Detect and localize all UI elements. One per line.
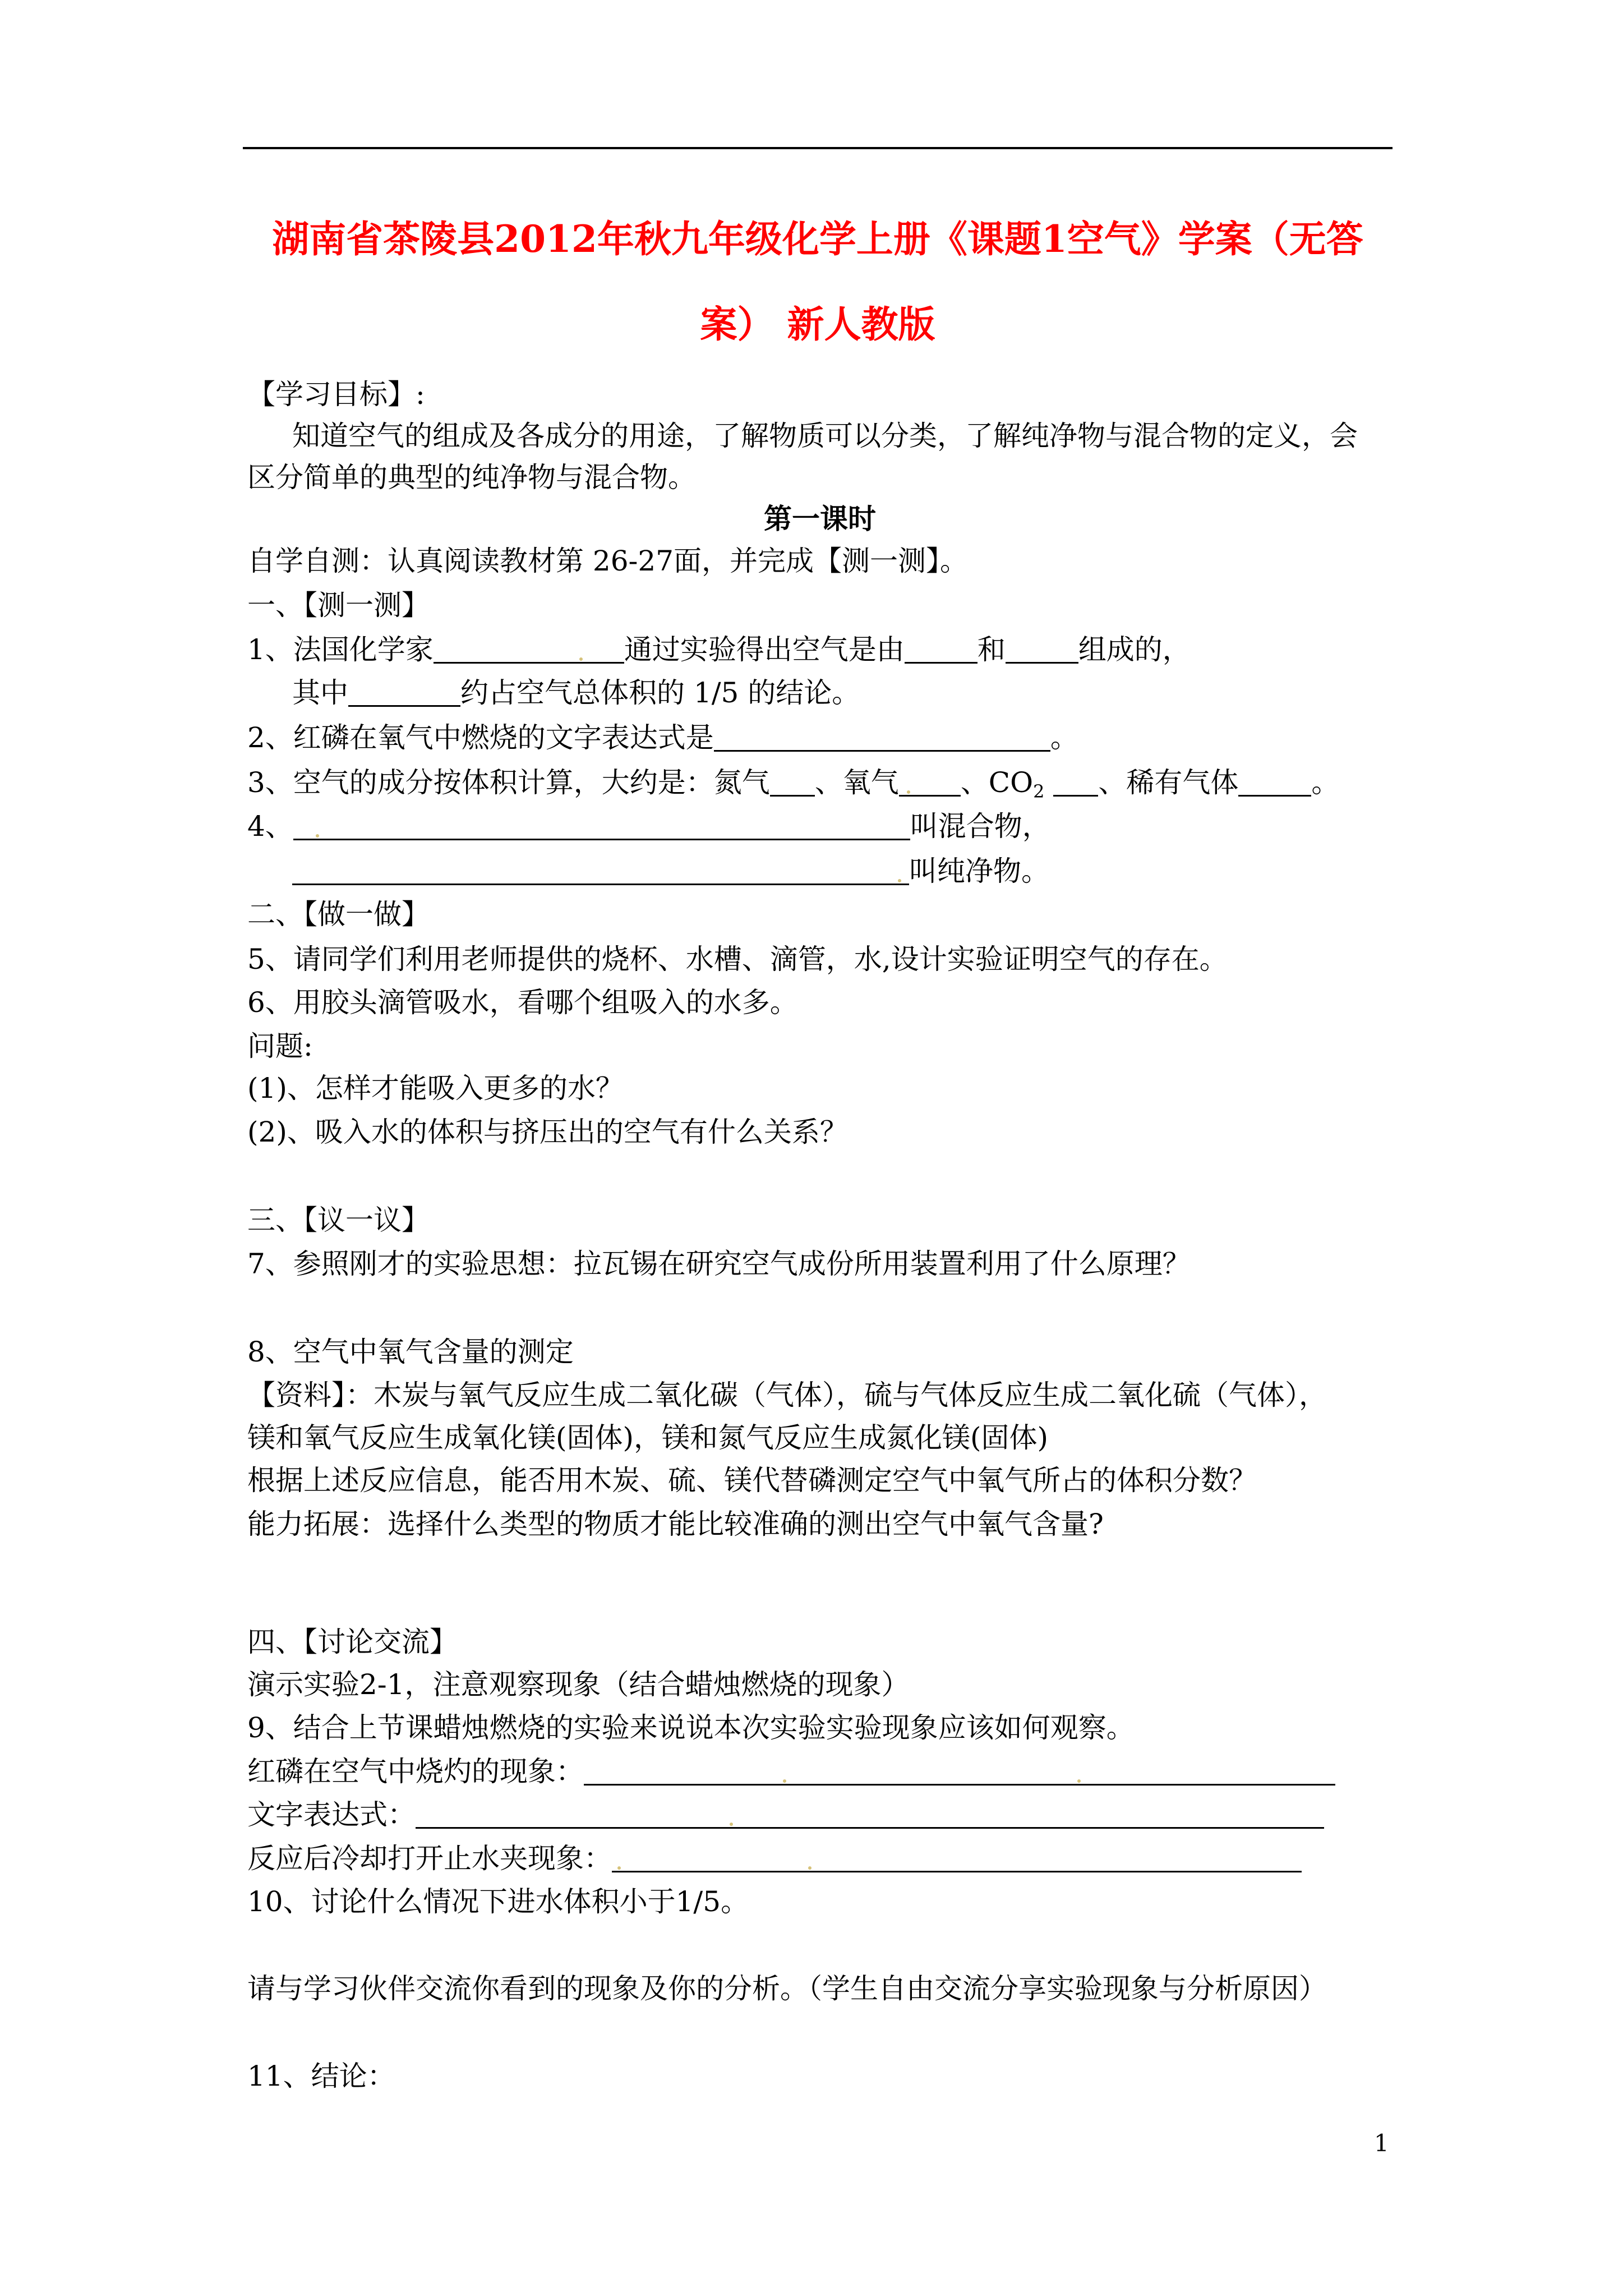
question-3-prefix: 3、空气的成分按体积计算，大约是：氮气 [247,766,770,799]
co2-blank[interactable] [1053,770,1098,797]
expression-row [247,1798,1324,1831]
component-2-blank[interactable] [1006,637,1078,664]
question-2 [247,721,1078,754]
sub-question-2: (2)、吸入水的体积与挤压出的空气有什么关系？ [247,1116,848,1148]
question-4b-end: 叫纯净物。 [909,855,1049,887]
question-1a-middle: 通过实验得出空气是由 [624,633,905,666]
pure-substance-definition-blank[interactable] [292,859,909,885]
question-1a-prefix: 1、法国化学家 [247,633,434,666]
co2-subscript: 2 [1033,781,1045,802]
section1-heading: 一、【测一测】 [247,589,430,622]
question-11-conclusion: 11、结论： [247,2060,395,2092]
phenomenon-label: 红磷在空气中烧灼的现象： [247,1755,584,1788]
question-4-prefix: 4、 [247,810,293,843]
page-number: 1 [1374,2129,1389,2157]
document-title-line1: 湖南省茶陵县2012年秋九年级化学上册《课题1空气》学案（无答 [272,217,1363,261]
rare-gas-blank[interactable] [1238,770,1311,797]
objectives-text-2: 区分简单的典型的纯净物与混合物。 [247,461,696,494]
document-title-line2: 案） 新人教版 [700,302,935,346]
question-3-rare-gas: 、稀有气体 [1098,766,1239,799]
question-1a-end: 组成的， [1078,633,1191,666]
material-line-2: 镁和氧气反应生成氧化镁(固体)，镁和氮气反应生成氮化镁(固体) [247,1421,1049,1454]
section4-heading: 四、【讨论交流】 [247,1626,458,1658]
material-line-3: 根据上述反应信息，能否用木炭、硫、镁代替磷测定空气中氧气所占的体积分数？ [247,1464,1257,1497]
question-5: 5、请同学们利用老师提供的烧杯、水槽、滴管，水,设计实验证明空气的存在。 [247,943,1228,976]
question-1b-prefix: 其中 [292,677,348,709]
demo-experiment: 演示实验2-1，注意观察现象（结合蜡烛燃烧的现象） [247,1668,910,1701]
one-fifth-component-blank[interactable] [348,680,460,707]
nitrogen-blank[interactable] [770,770,815,797]
question-1b-end: 约占空气总体积的 1/5 的结论。 [460,677,860,709]
header-rule [243,147,1393,149]
cooling-blank[interactable] [612,1846,1302,1872]
self-study-instruction: 自学自测：认真阅读教材第 26-27面，并完成【测一测】。 [247,545,969,577]
question-2-prefix: 2、红磷在氧气中燃烧的文字表达式是 [247,721,714,754]
objectives-heading: 【学习目标】: [247,378,425,411]
question-9: 9、结合上节课蜡烛燃烧的实验来说说本次实验实验现象应该如何观察。 [247,1711,1135,1744]
question-6: 6、用胶头滴管吸水，看哪个组吸入的水多。 [247,986,798,1019]
question-1b [292,679,860,707]
question-3-end: 。 [1311,766,1340,799]
sub-question-1: (1)、怎样才能吸入更多的水？ [247,1072,624,1105]
question-3 [247,766,1340,802]
question-2-end: 。 [1050,721,1078,754]
question-1a-and: 和 [977,633,1006,666]
mixture-definition-blank[interactable] [293,814,910,840]
question-8: 8、空气中氧气含量的测定 [247,1336,574,1368]
phenomenon-row [247,1757,1335,1786]
cooling-label: 反应后冷却打开止水夹现象： [247,1842,612,1875]
section2-heading: 二、【做一做】 [247,898,430,931]
expression-label: 文字表达式： [247,1798,416,1831]
question-3-oxygen: 、氧气 [814,766,899,799]
question-4b [292,857,1049,885]
component-1-blank[interactable] [905,637,978,664]
question-label: 问题: [247,1030,313,1062]
material-line-1: 【资料】：木炭与氧气反应生成二氧化碳（气体），硫与气体反应生成二氧化硫（气体）， [247,1379,1327,1411]
objectives-text-1: 知道空气的组成及各成分的用途，了解物质可以分类，了解纯净物与混合物的定义，会 [292,420,1358,452]
question-3-co2: 、CO [960,766,1034,799]
question-7: 7、参照刚才的实验思想：拉瓦锡在研究空气成份所用装置利用了什么原理？ [247,1248,1191,1280]
section3-heading: 三、【议一议】 [247,1204,430,1236]
cooling-row [247,1842,1302,1875]
lesson-title: 第一课时 [764,502,876,535]
question-1a [247,633,1191,666]
oxygen-blank[interactable] [899,770,961,797]
phosphorus-expression-blank[interactable] [714,725,1050,752]
phenomenon-blank[interactable] [584,1759,1335,1786]
ability-extension: 能力拓展：选择什么类型的物质才能比较准确的测出空气中氧气含量? [247,1508,1104,1540]
question-4a-end: 叫混合物， [910,810,1050,843]
question-10: 10、讨论什么情况下进水体积小于1/5。 [247,1885,749,1918]
scientist-blank[interactable] [434,637,624,664]
question-4a [247,810,1050,843]
share-instruction: 请与学习伙伴交流你看到的现象及你的分析。（学生自由交流分享实验现象与分析原因） [247,1972,1327,2005]
expression-blank[interactable] [416,1802,1324,1829]
